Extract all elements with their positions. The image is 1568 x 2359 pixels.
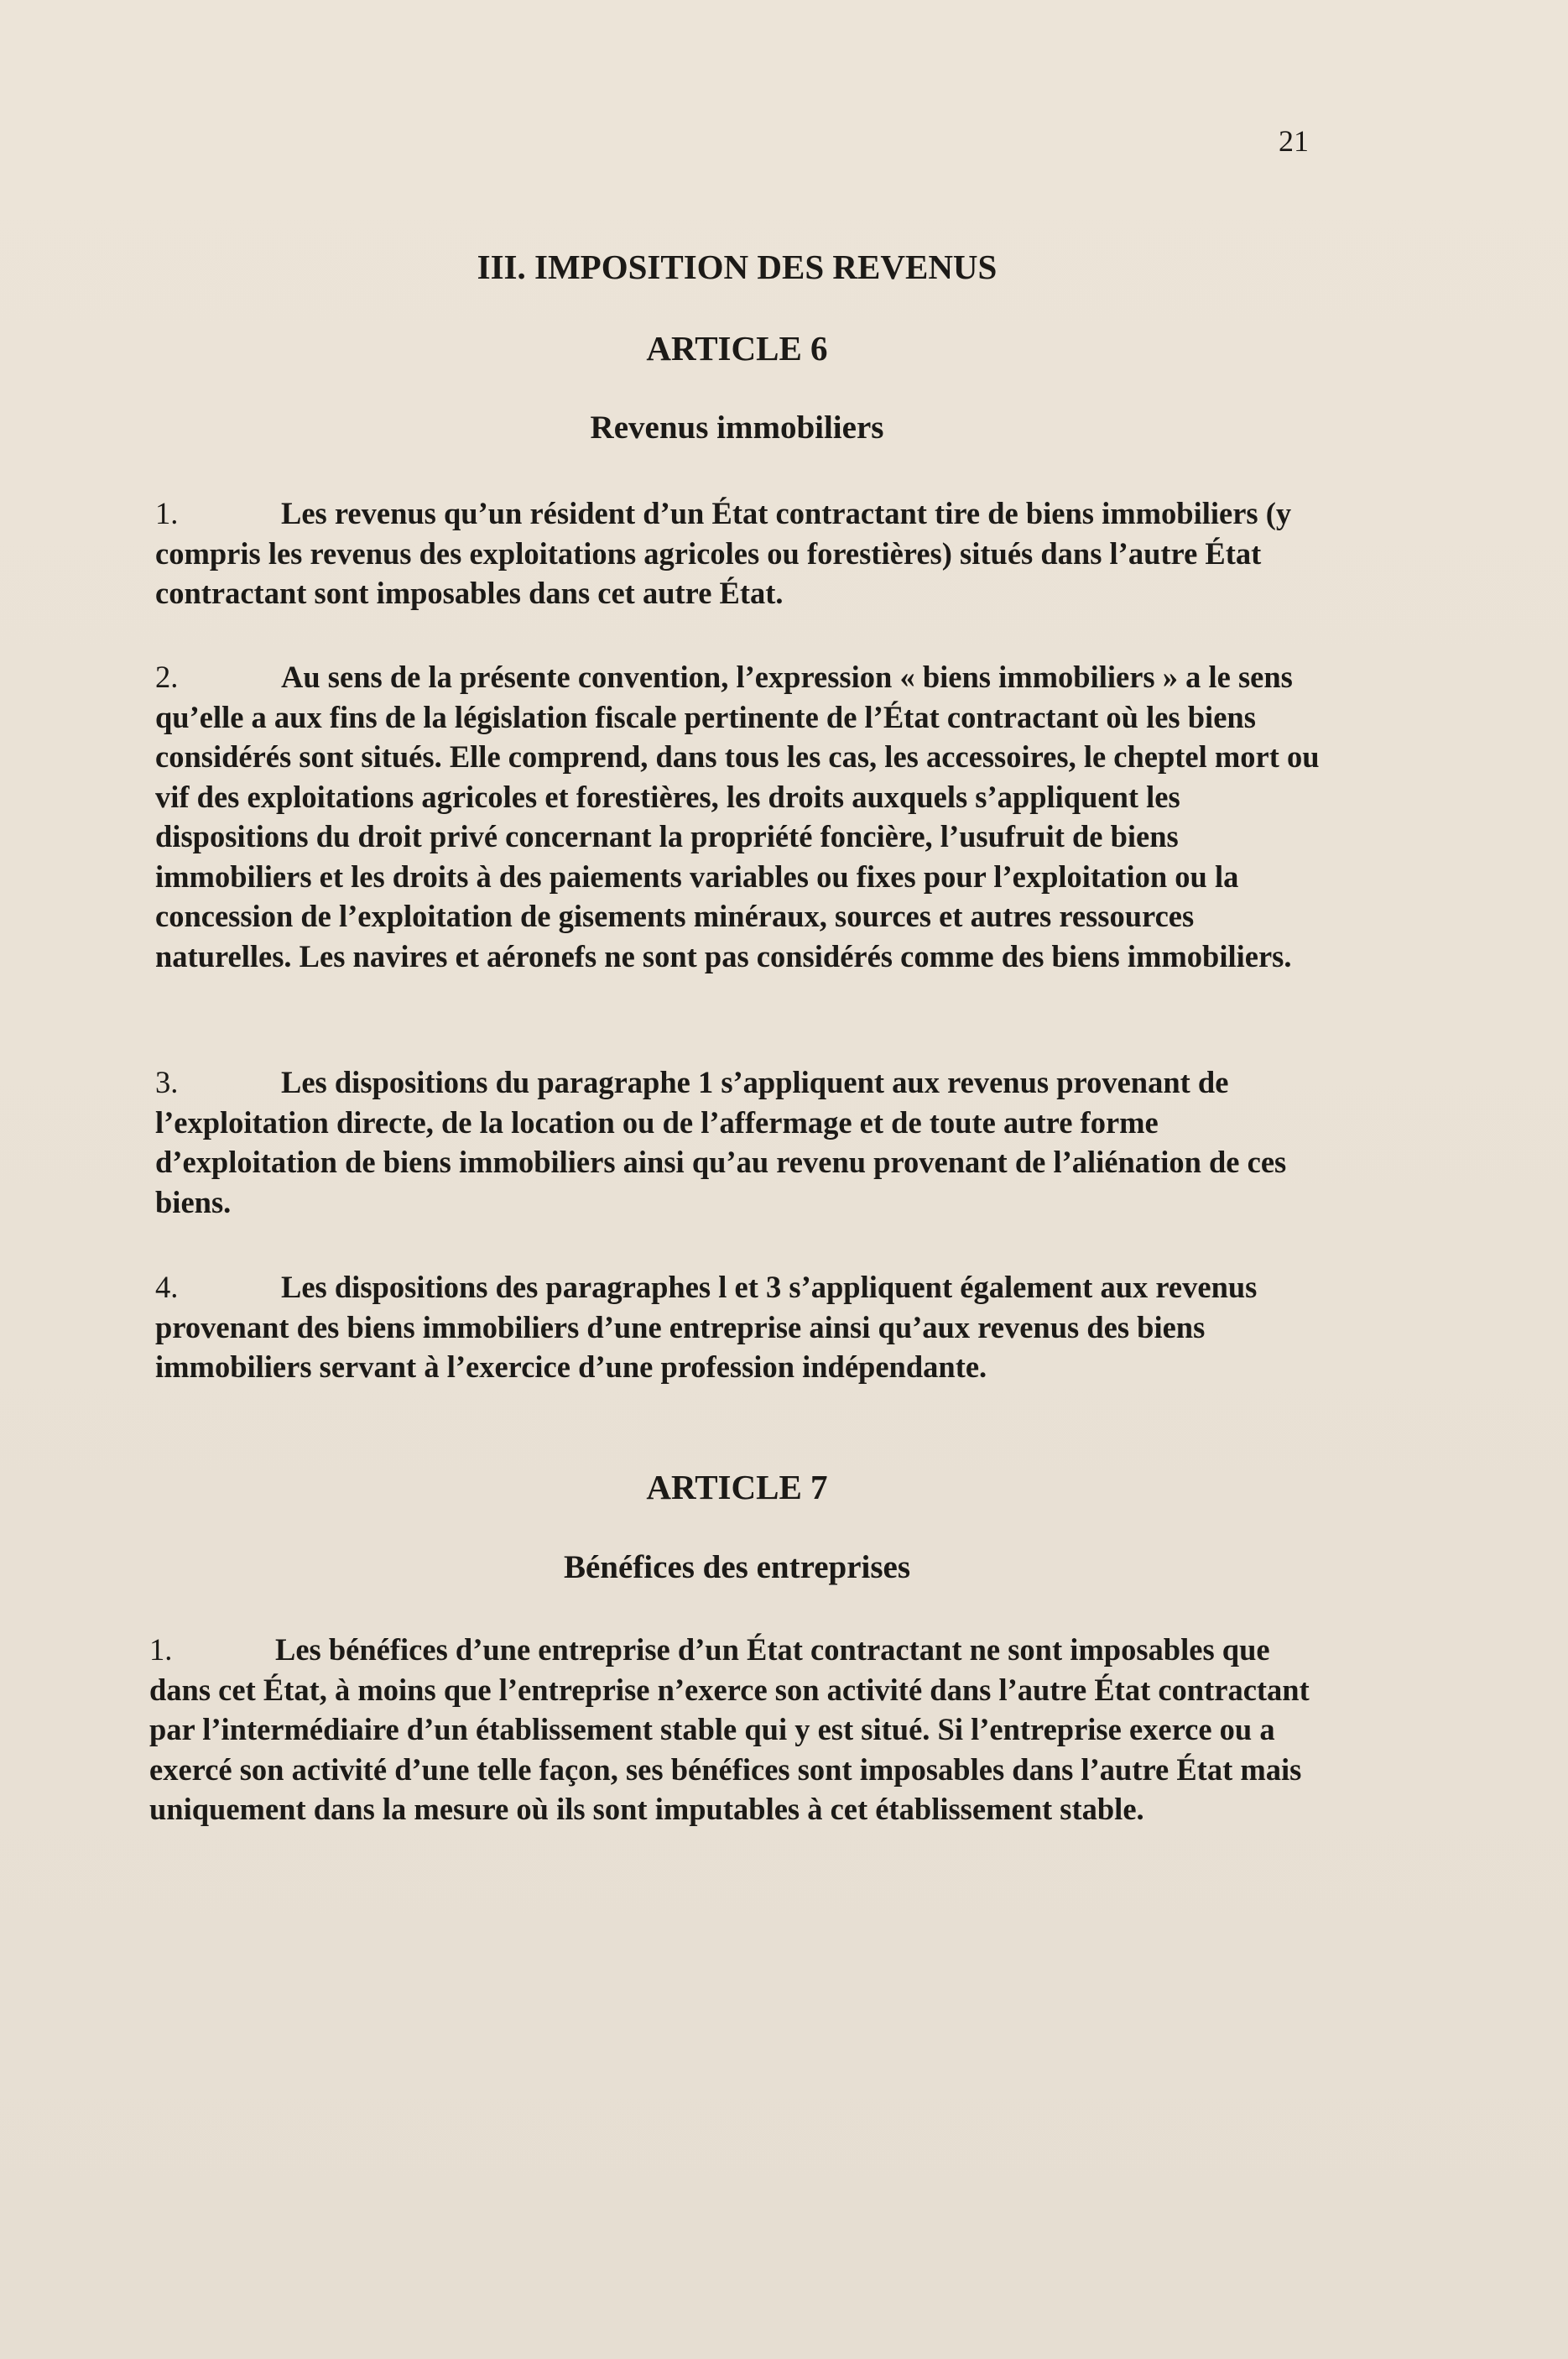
paragraph-number: 4.: [155, 1270, 179, 1304]
article-6-paragraph-2: [155, 657, 1321, 976]
article-6-paragraph-1: [155, 493, 1321, 613]
paragraph-text: Les revenus qu’un résident d’un État contractant tire de biens immobiliers (y compris les revenus des exploitations agricoles ou forestières) situés dans l’autre État contractant sont imposables dans cet autre État.: [155, 496, 1292, 610]
article-7-title: ARTICLE 7: [646, 1468, 828, 1506]
paragraph-text: Les dispositions des paragraphes l et 3 s’appliquent également aux revenus provenant des biens immobiliers d’une entreprise ainsi qu’aux revenus des biens immobiliers servant à l’exercice d’une profession indépendante.: [155, 1270, 1258, 1384]
article-7-subtitle: Bénéfices des entreprises: [563, 1549, 911, 1585]
article-7-paragraph-1: [149, 1630, 1315, 1829]
article-6-paragraph-4: [155, 1267, 1321, 1387]
article-6-title: ARTICLE 6: [646, 329, 828, 368]
paragraph-number: 2.: [155, 660, 179, 694]
article-6-paragraph-3: [155, 1062, 1321, 1222]
section-title: III. IMPOSITION DES REVENUS: [477, 248, 998, 286]
paragraph-number: 3.: [155, 1065, 179, 1099]
page-number: 21: [1279, 124, 1309, 158]
paragraph-text: Les bénéfices d’une entreprise d’un État contractant ne sont imposables que dans cet État, à moins que l’entreprise n’exerce son activité dans l’autre État contractant par l’intermédiaire d’un établissement stable qui y est situé. Si l’entreprise exerce ou a exercé son activité d’une telle façon, ses bénéfices sont imposables dans l’autre État mais uniquement dans la mesure où ils sont imputables à cet établissement stable.: [149, 1632, 1310, 1826]
paragraph-text: Au sens de la présente convention, l’expression « biens immobiliers » a le sens qu’elle a aux fins de la législation fiscale pertinente de l’État contractant où les biens considérés sont situés. Elle comprend, dans tous les cas, les accessoires, le cheptel mort ou vif des exploitations agricoles et forestières, les droits auxquels s’appliquent les dispositions du droit privé concernant la propriété foncière, l’usufruit de biens immobiliers et les droits à des paiements variables ou fixes pour l’exploitation ou la concession de l’exploitation de gisements minéraux, sources et autres ressources naturelles. Les navires et aéronefs ne sont pas considérés comme des biens immobiliers.: [155, 660, 1320, 973]
paragraph-number: 1.: [155, 496, 179, 530]
paragraph-text: Les dispositions du paragraphe 1 s’appliquent aux revenus provenant de l’exploitation directe, de la location ou de l’affermage et de toute autre forme d’exploitation de biens immobiliers ainsi qu’au revenu provenant de l’aliénation de ces biens.: [155, 1065, 1287, 1219]
article-6-subtitle: Revenus immobiliers: [590, 410, 884, 446]
paragraph-number: 1.: [149, 1632, 173, 1667]
